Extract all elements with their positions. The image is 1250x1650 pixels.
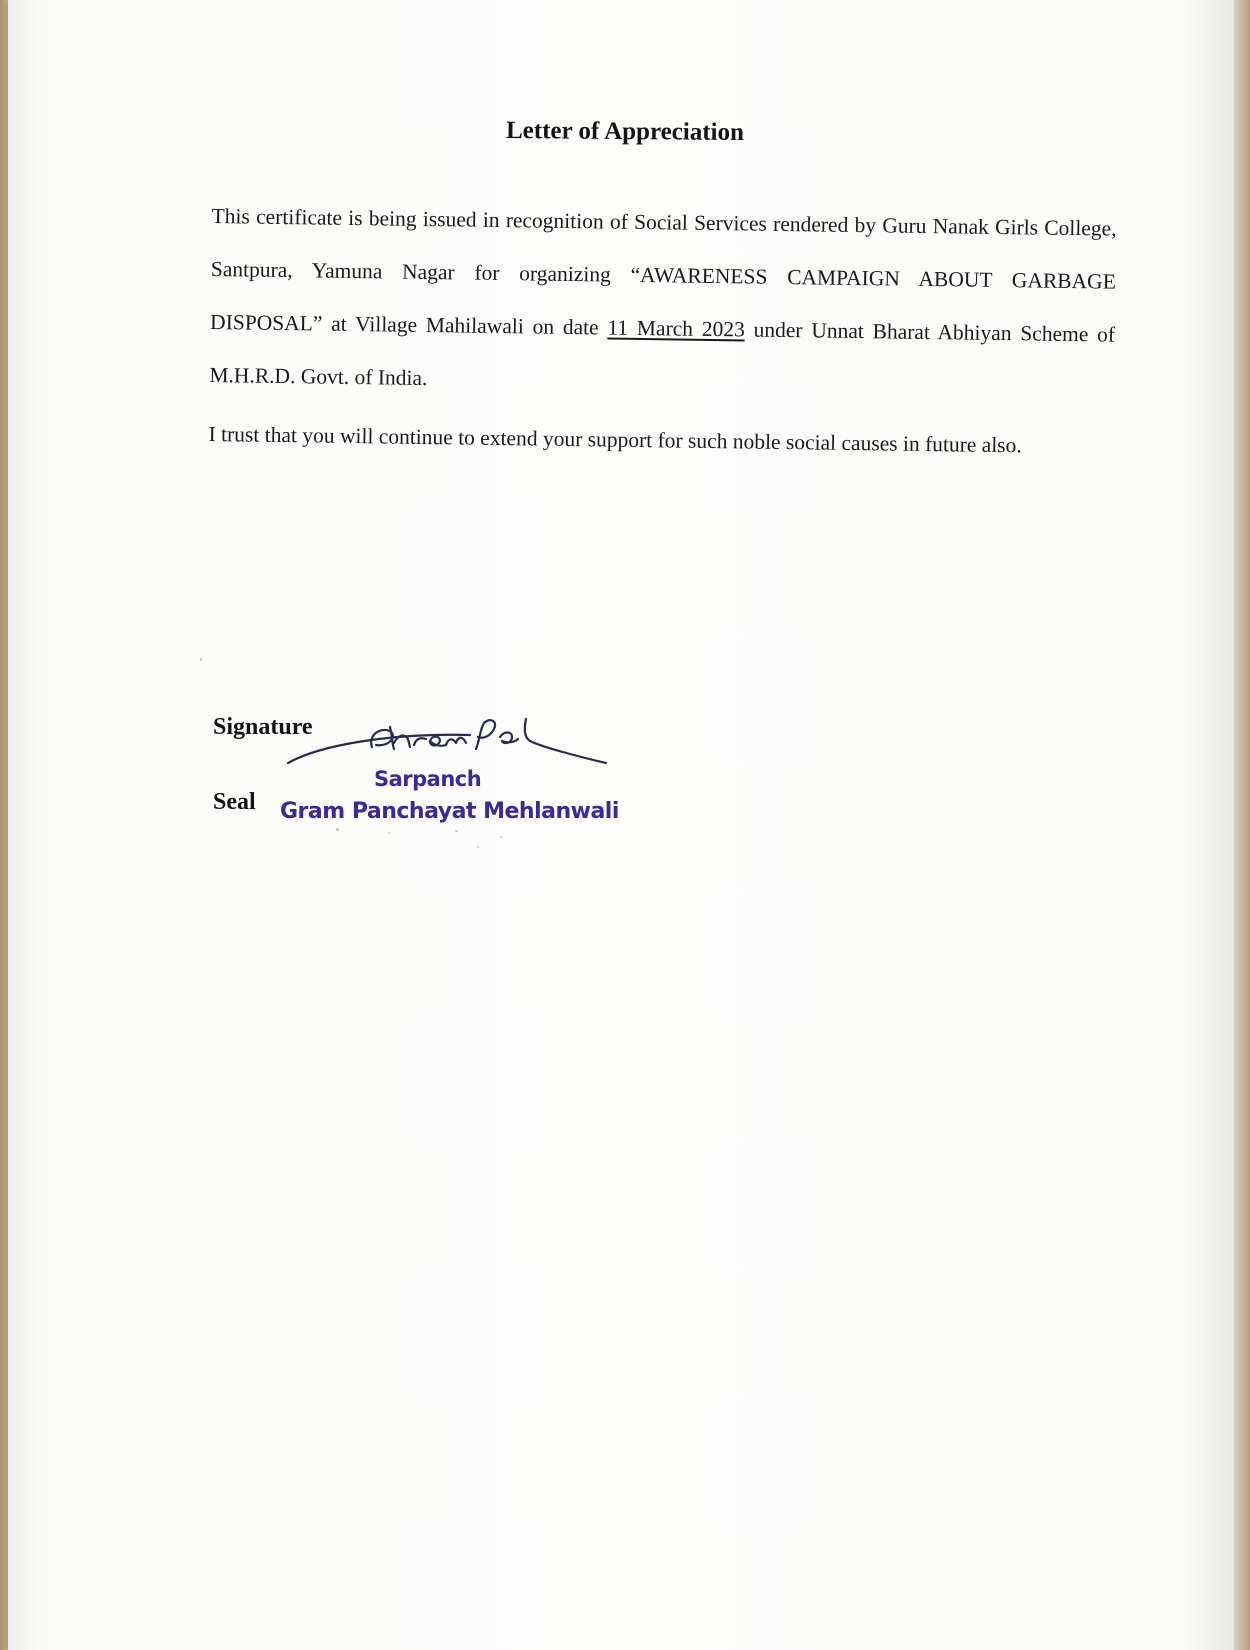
seal-stamp-title: Sarpanch xyxy=(374,767,482,791)
ink-speck xyxy=(455,830,458,832)
closing-paragraph: I trust that you will continue to extend your support for such noble social causes in future also. xyxy=(208,421,1022,458)
scheme-text: under Unnat Bharat Abhiyan Scheme of M.H.R.D. Govt. of India. xyxy=(209,317,1116,391)
ink-speck xyxy=(200,658,202,661)
paper-right-edge xyxy=(1234,0,1250,1650)
ink-speck xyxy=(388,832,390,834)
letter-body xyxy=(208,190,1117,467)
signature-label: Signature xyxy=(213,714,313,740)
recognition-paragraph xyxy=(209,190,1117,415)
recognition-text: This certificate is being issued in recognition of Social Services rendered by Guru Nanak Girls College, Santpura, Yamuna Nagar for organizing “AWARENESS CAMPAIGN ABOUT GARBAGE DISPOSAL” at Village Mahilawali on date xyxy=(209,203,1117,340)
seal-label: Seal xyxy=(213,789,256,815)
letter-title: Letter of Appreciation xyxy=(505,116,745,147)
seal-stamp-place: Gram Panchayat Mehlanwali xyxy=(280,799,619,824)
ink-speck xyxy=(336,828,339,831)
paper-left-edge xyxy=(0,0,8,1650)
ink-speck xyxy=(477,846,479,848)
ink-speck xyxy=(500,836,502,838)
event-date: 11 March 2023 xyxy=(607,315,745,342)
